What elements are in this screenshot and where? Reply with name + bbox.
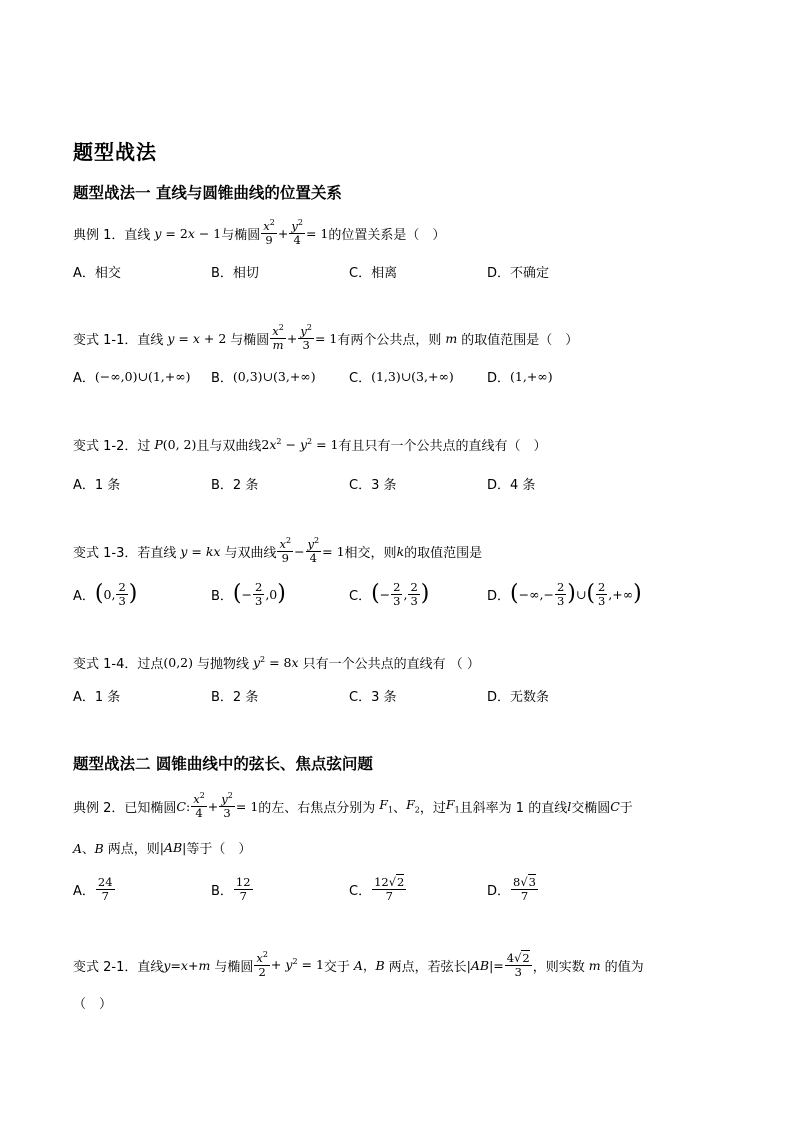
v11-t2: 有两个公共点，则 — [337, 332, 442, 348]
ex1-option-d: D．不确定 — [487, 266, 550, 281]
variant-1-1-question: 变式 1-1．直线 y = x + 2 与椭圆 $\frac{x^2}{m}$ + $\frac{y^2}{3}$ = 1 有两个公共点，则 m 的取值范围是（ ） — [73, 323, 579, 352]
variant-1-3-question: 变式 1-3．若直线 y = kx 与双曲线 $\frac{x^2}{9}$ − $\frac{y^2}{4}$ = 1 相交，则 k 的取值范围是 — [73, 536, 483, 565]
ex2-option-b: B． $\frac{12}{7}$ — [211, 874, 251, 903]
variant-1-4-question: 变式 1-4．过点 (0,2) 与抛物线 $y^2 = 8x$ 只有一个公共点的直线有 （ ） — [73, 654, 480, 672]
v21-paren: （ ） — [73, 997, 113, 1012]
v11-option-d: D． (1,+∞) — [487, 369, 553, 386]
variant-1-2-question: 变式 1-2．过 P(0, 2) 且与双曲线 $2x^2 - y^2 = 1$ 有且只有一个公共点的直线有（ ） — [73, 436, 547, 454]
ex1-option-b: B．相切 — [211, 266, 259, 281]
frac-y2-4: $\frac{y^2}{4}$ — [291, 218, 303, 247]
v14-option-b: B．2 条 — [211, 690, 259, 705]
v11-option-a: A． (−∞,0)∪(1,+∞) — [73, 369, 191, 386]
v12-option-a: A．1 条 — [73, 478, 121, 493]
page-title: 题型战法 — [73, 140, 157, 164]
ex2-option-d: D． $\frac{8√3}{7}$ — [487, 874, 536, 903]
v12-option-d: D．4 条 — [487, 478, 536, 493]
v12-option-b: B．2 条 — [211, 478, 259, 493]
example-2-line-2: A、B 两点，则 |AB| 等于（ ） — [73, 840, 252, 857]
example-2-question: 典例 2．已知椭圆 C : $\frac{x^2}{4}$ + $\frac{y^2}{3}$ = 1 的左、右焦点分别为 $F_1$ 、 $F_2$ ，过 $F_1$ 且斜率为 1 的直线 l 交椭圆 C 于 — [73, 791, 633, 820]
ex1-label: 典例 1．直线 — [73, 227, 151, 243]
ex1-t2: 的位置关系是（ ） — [328, 227, 446, 243]
ex1-t1: 与椭圆 — [221, 227, 261, 243]
frac-x2-9: $\frac{x^2}{9}$ — [263, 218, 275, 247]
v13-option-b: B． ( − $\frac{2}{3}$ ,0 ) — [211, 579, 286, 608]
ex2-option-a: A． $\frac{24}{7}$ — [73, 874, 113, 903]
v13-option-c: C． ( − $\frac{2}{3}$ , $\frac{2}{3}$ ) — [349, 579, 430, 608]
v11-t3: 的取值范围是（ ） — [461, 332, 579, 348]
ex1-line-eq: y = 2x − 1 — [154, 225, 222, 241]
v11-t1: 与椭圆 — [230, 332, 270, 348]
v11-option-c: C． (1,3)∪(3,+∞) — [349, 369, 454, 386]
section-heading-1: 题型战法一 直线与圆锥曲线的位置关系 — [73, 184, 342, 202]
v11-label: 变式 1-1．直线 — [73, 332, 164, 348]
v13-option-d: D． ( −∞,− $\frac{2}{3}$ ) ∪ ( $\frac{2}{3}$ ,+∞ ) — [487, 579, 642, 608]
ex1-option-c: C．相离 — [349, 266, 398, 281]
v11-option-b: B． (0,3)∪(3,+∞) — [211, 369, 316, 386]
v14-option-a: A．1 条 — [73, 690, 121, 705]
v14-option-d: D．无数条 — [487, 690, 550, 705]
v12-option-c: C．3 条 — [349, 478, 397, 493]
variant-2-1-question: 变式 2-1．直线 y=x+m 与椭圆 $\frac{x^2}{2}$ + $y^2 = 1$ 交于 A，B 两点，若弦长 |AB|= $\frac{4√2}{3}$ ，则实数 m 的值为 — [73, 950, 644, 979]
example-1-question: 典例 1．直线 y = 2x − 1 与椭圆 $\frac{x^2}{9}$ + $\frac{y^2}{4}$ = 1 的位置关系是（ ） — [73, 218, 446, 247]
v13-option-a: A． ( 0, $\frac{2}{3}$ ) — [73, 579, 138, 608]
v14-option-c: C．3 条 — [349, 690, 397, 705]
ex2-option-c: C． $\frac{12√2}{7}$ — [349, 874, 405, 903]
section-heading-2: 题型战法二 圆锥曲线中的弦长、焦点弦问题 — [73, 755, 373, 773]
ex1-option-a: A．相交 — [73, 266, 121, 281]
